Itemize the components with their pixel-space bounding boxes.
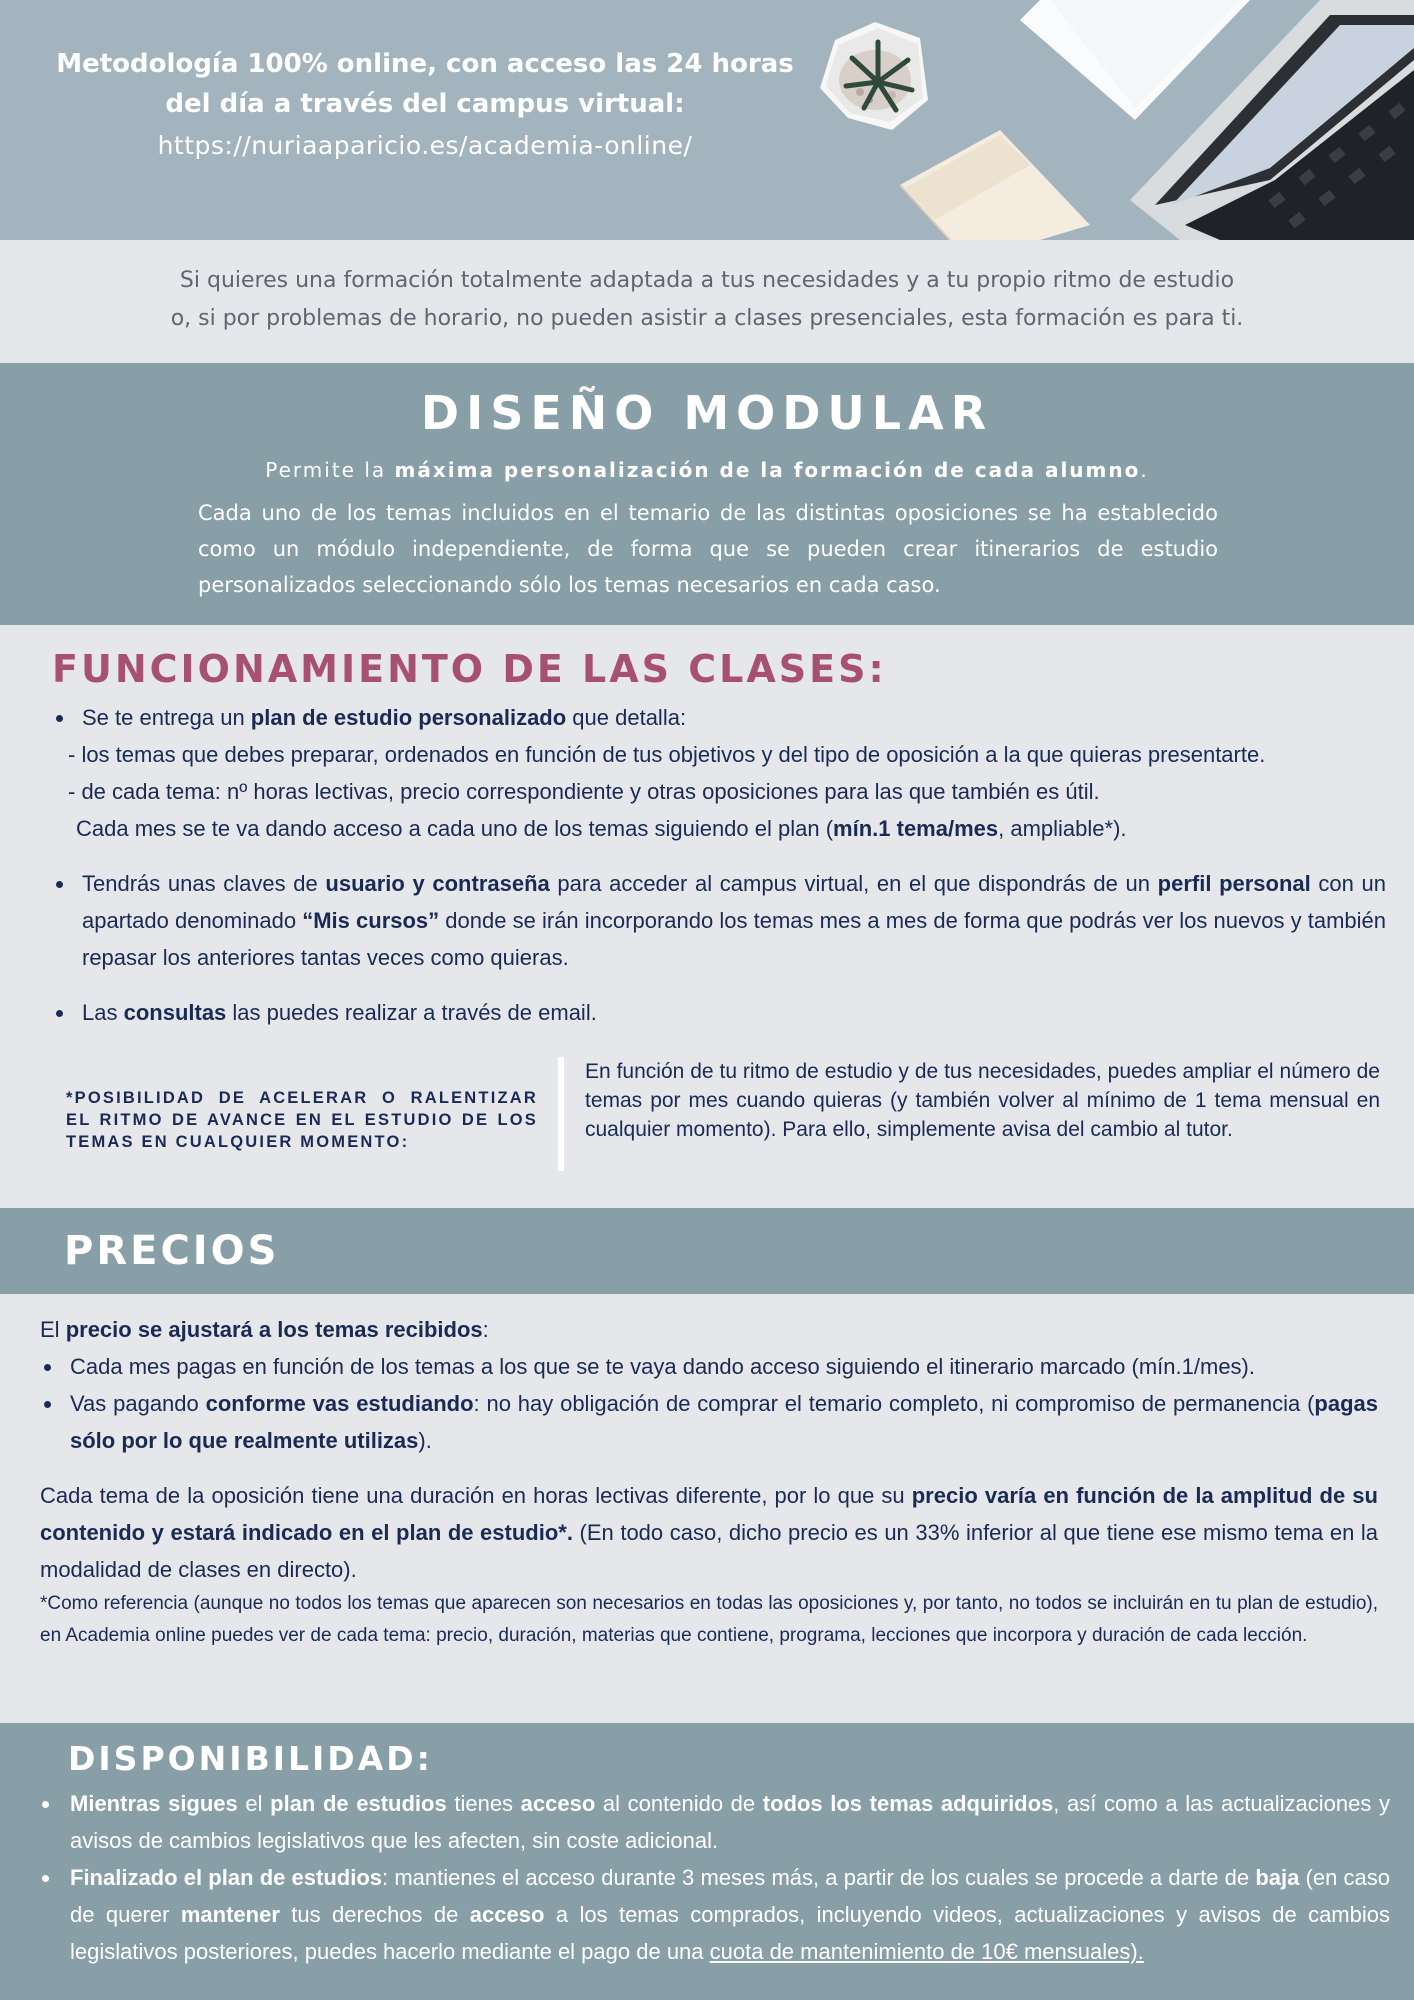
modular-design-body: Cada uno de los temas incluidos en el temario de las distintas oposiciones se ha establecido como un módulo independiente, de forma que se pueden crear itinerarios de estudio personalizados seleccionando sólo los temas necesarios en cada caso. — [198, 501, 1218, 597]
text-part: Vas pagando — [70, 1391, 206, 1416]
text-part: (en caso de querer — [70, 1865, 1391, 1927]
availability-section — [0, 1723, 1414, 2000]
text-part: : mantienes el acceso durante 3 meses más, a partir de los cuales se procede a darte de — [382, 1865, 1256, 1890]
bullet-icon — [56, 715, 63, 722]
text-emphasis: usuario y contraseña — [325, 871, 550, 896]
subtitle-part: Permite la — [265, 458, 395, 482]
plan-detail-monthly — [52, 810, 1386, 847]
list-item — [52, 865, 1386, 976]
text-emphasis: perfil personal — [1157, 871, 1311, 896]
text-part: Las — [82, 1000, 124, 1025]
text-emphasis: acceso — [520, 1791, 596, 1816]
modular-design-section — [0, 363, 1414, 625]
text-emphasis: Mientras sigues — [70, 1791, 238, 1816]
text-part: : no hay obligación de comprar el temario completo, ni compromiso de permanencia ( — [473, 1391, 1315, 1416]
text-part: El — [40, 1317, 66, 1342]
text-part: Se te entrega un — [82, 705, 251, 730]
text-emphasis: baja — [1255, 1865, 1300, 1890]
classes-section — [0, 625, 1414, 1207]
text-part: con un apartado denominado — [82, 871, 1387, 933]
text-part: tienes — [446, 1791, 521, 1816]
text-part: Cada mes pagas en función de los temas a los que se te vaya dando acceso siguiendo el itinerario marcado (mín.1/mes). — [70, 1354, 1255, 1379]
bullet-icon — [56, 881, 63, 888]
text-part: las puedes realizar a través de email. — [226, 1000, 597, 1025]
notebook-image — [900, 130, 1090, 240]
list-item — [52, 699, 1386, 736]
bullet-icon — [44, 1401, 51, 1408]
intro-section — [0, 240, 1414, 362]
bullet-icon — [56, 1010, 63, 1017]
text-part: para acceder al campus virtual, en el que dispondrás de un — [549, 871, 1158, 896]
classes-title: FUNCIONAMIENTO DE LAS CLASES: — [52, 647, 887, 691]
modular-design-subtitle — [0, 455, 1414, 485]
list-item — [40, 1785, 1390, 1859]
text-emphasis: mín.1 tema/mes — [833, 816, 999, 841]
list-item — [52, 994, 1386, 1031]
text-emphasis: todos los temas adquiridos — [762, 1791, 1054, 1816]
bullet-icon — [42, 1875, 49, 1882]
plan-detail-topics: - los temas que debes preparar, ordenados en función de tus objetivos y del tipo de oposición a la que quieras presentarte. — [68, 742, 1266, 767]
availability-body — [40, 1785, 1390, 1970]
subtitle-emphasis: máxima personalización de la formación de cada alumno — [394, 458, 1141, 482]
text-emphasis: conforme vas estudiando — [205, 1391, 474, 1416]
prices-footnote: *Como referencia (aunque no todos los temas que aparecen son necesarios en todas las oposiciones y, por tanto, no todos se incluirán en tu plan de estudio), en Academia online puedes ver de cada tema: precio, duración, materias que contiene, programa, lecciones que incorpora y duración de cada lección. — [40, 1593, 1378, 1646]
text-emphasis: mantener — [180, 1902, 280, 1927]
text-emphasis: precio se ajustará a los temas recibidos — [65, 1317, 483, 1342]
text-part: Cada tema de la oposición tiene una duración en horas lectivas diferente, por lo que su — [40, 1483, 912, 1508]
prices-lead — [40, 1311, 1378, 1348]
text-part: , ampliable*). — [998, 816, 1127, 841]
text-emphasis: consultas — [123, 1000, 227, 1025]
bullet-icon — [42, 1801, 49, 1808]
list-item — [40, 1385, 1378, 1459]
text-part: que detalla: — [566, 705, 687, 730]
text-emphasis: “Mis cursos” — [302, 908, 440, 933]
text-emphasis: acceso — [469, 1902, 545, 1927]
hero-text — [40, 44, 810, 168]
intro-text — [110, 262, 1304, 338]
pace-note-text: En función de tu ritmo de estudio y de tus necesidades, puedes ampliar el número de temas por mes cuando quieras (y también volver al mínimo de 1 tema mensual en cualquier momento). Para ello, simplemente avisa del cambio al tutor. — [585, 1060, 1380, 1141]
text-part: ). — [418, 1428, 432, 1453]
prices-paragraph — [40, 1477, 1378, 1588]
modular-design-title: DISEÑO MODULAR — [420, 386, 994, 440]
text-part: al contenido de — [595, 1791, 763, 1816]
text-part: , así como a las actualizaciones y avisos de cambios legislativos que les afecten, sin coste adicional. — [70, 1791, 1390, 1853]
text-part: donde se irán incorporando los temas mes a mes de forma que podrás ver los nuevos y también repasar los anteriores tantas veces como quieras. — [82, 908, 1386, 970]
text-part: : — [482, 1317, 489, 1342]
text-part: Tendrás unas claves de — [82, 871, 326, 896]
hero-title-line2: del día a través del campus virtual: — [165, 89, 685, 119]
text-emphasis: precio varía en función de la amplitud de su contenido y estará indicado en el plan de estudio*. — [40, 1483, 1378, 1545]
plan-detail-per-topic: - de cada tema: nº horas lectivas, precio correspondiente y otras oposiciones para las que también es útil. — [68, 779, 1100, 804]
prices-header-band — [0, 1208, 1414, 1294]
text-emphasis: plan de estudios — [270, 1791, 447, 1816]
list-item — [40, 1859, 1390, 1970]
intro-line2: o, si por problemas de horario, no pueden asistir a clases presenciales, esta formación es para ti. — [170, 306, 1244, 331]
text-part: a los temas comprados, incluyendo videos, actualizaciones y avisos de cambios legislativos posteriores, puedes hacerlo mediante el pago de una — [70, 1902, 1390, 1964]
hero-banner — [0, 0, 1414, 240]
prices-body — [40, 1311, 1378, 1652]
hero-title-line1: Metodología 100% online, con acceso las 24 horas — [56, 49, 794, 79]
pace-note-heading: *POSIBILIDAD DE ACELERAR O RALENTIZAR EL RITMO DE AVANCE EN EL ESTUDIO DE LOS TEMAS EN CUALQUIER MOMENTO: — [66, 1089, 538, 1151]
text-part: tus derechos de — [279, 1902, 470, 1927]
classes-body — [52, 699, 1386, 1031]
text-part: Cada mes se te va dando acceso a cada uno de los temas siguiendo el plan ( — [76, 816, 834, 841]
plant-pot-image — [820, 22, 928, 130]
campus-link[interactable]: https://nuriaaparicio.es/academia-online/ — [157, 131, 693, 160]
text-emphasis: pagas sólo por lo que realmente utilizas — [70, 1391, 1378, 1453]
availability-title: DISPONIBILIDAD: — [68, 1739, 433, 1778]
subtitle-part: . — [1140, 458, 1149, 482]
prices-title: PRECIOS — [64, 1228, 280, 1274]
text-emphasis: Finalizado el plan de estudios — [70, 1865, 383, 1890]
desk-photo — [800, 0, 1414, 240]
text-part: (En todo caso, dicho precio es un 33% inferior al que tiene ese mismo tema en la modalidad de clases en directo). — [40, 1520, 1378, 1582]
text-part: el — [237, 1791, 271, 1816]
list-item — [40, 1348, 1378, 1385]
pace-note — [0, 1057, 1414, 1171]
intro-line1: Si quieres una formación totalmente adaptada a tus necesidades y a tu propio ritmo de estudio — [179, 268, 1235, 293]
bullet-icon — [44, 1364, 51, 1371]
text-emphasis: plan de estudio personalizado — [250, 705, 567, 730]
divider — [558, 1057, 564, 1171]
maintenance-fee-link[interactable]: cuota de mantenimiento de 10€ mensuales). — [709, 1939, 1144, 1964]
